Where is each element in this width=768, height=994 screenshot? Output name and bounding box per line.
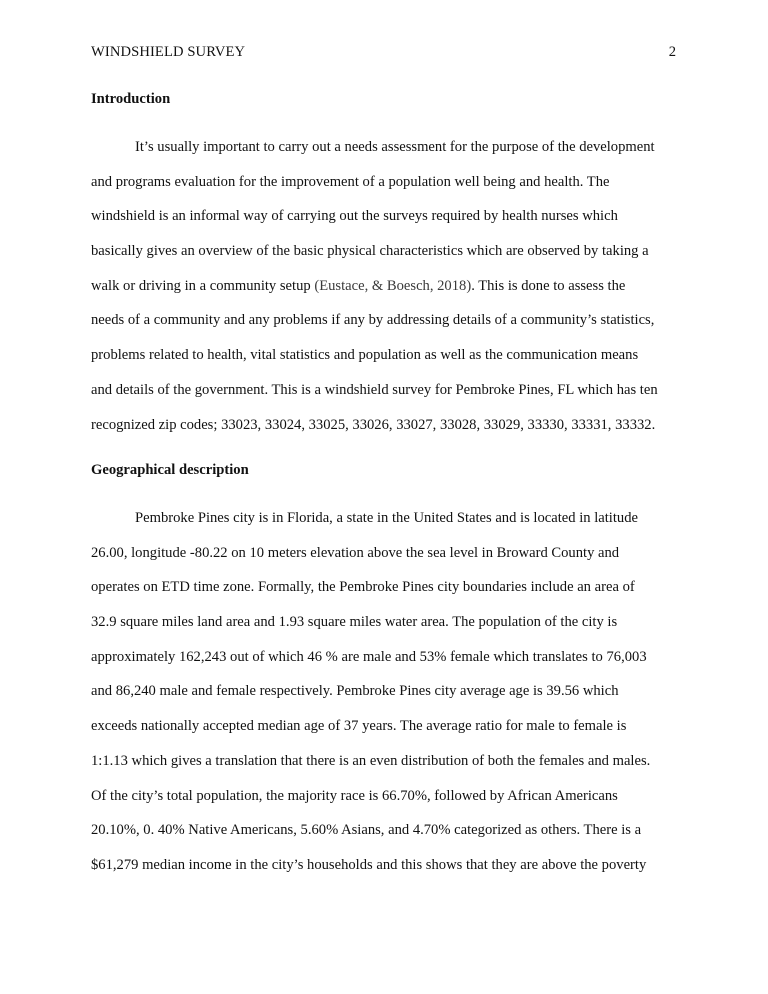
paragraph-introduction — [91, 130, 683, 442]
section-heading-introduction: Introduction — [91, 91, 171, 107]
citation: (Eustace, & Boesch, 2018) — [314, 277, 472, 294]
section-heading-geographical-description: Geographical description — [91, 462, 249, 478]
text-line: 32.9 square miles land area and 1.93 square miles water area. The population of the city is — [91, 614, 618, 631]
text-line: Pembroke Pines city is in Florida, a state in the United States and is located in latitude — [135, 510, 638, 526]
text-line: and details of the government. This is a windshield survey for Pembroke Pines, FL which has ten — [91, 381, 658, 398]
text-line: Of the city’s total population, the majority race is 66.70%, followed by African Americans — [91, 787, 618, 804]
text-line: and 86,240 male and female respectively. Pembroke Pines city average age is 39.56 which — [91, 683, 619, 700]
text-line: and programs evaluation for the improvement of a population well being and health. The — [91, 173, 610, 190]
text-line: needs of a community and any problems if any by addressing details of a community’s statistics, — [91, 312, 655, 329]
text-line: 1:1.13 which gives a translation that there is an even distribution of both the females and males. — [91, 752, 651, 769]
text-line: It’s usually important to carry out a needs assessment for the purpose of the development — [135, 139, 655, 155]
text-line: operates on ETD time zone. Formally, the Pembroke Pines city boundaries include an area of — [91, 579, 635, 596]
text-line — [91, 269, 683, 304]
text-line: windshield is an informal way of carrying out the surveys required by health nurses which — [91, 208, 618, 225]
paragraph-geographical-description — [91, 501, 683, 883]
text-line: problems related to health, vital statistics and population as well as the communication means — [91, 347, 639, 364]
text-line: 20.10%, 0. 40% Native Americans, 5.60% Asians, and 4.70% categorized as others. There is a — [91, 822, 642, 839]
text-line: recognized zip codes; 33023, 33024, 33025, 33026, 33027, 33028, 33029, 33330, 33331, 33332. — [91, 416, 656, 433]
text-line: approximately 162,243 out of which 46 % are male and 53% female which translates to 76,003 — [91, 648, 647, 665]
running-head: WINDSHIELD SURVEY — [91, 44, 246, 60]
text-line: basically gives an overview of the basic physical characteristics which are observed by taking a — [91, 243, 649, 260]
text-line: exceeds nationally accepted median age of 37 years. The average ratio for male to female is — [91, 718, 627, 735]
text-line: 26.00, longitude -80.22 on 10 meters elevation above the sea level in Broward County and — [91, 544, 620, 561]
text-line: $61,279 median income in the city’s households and this shows that they are above the poverty — [91, 856, 647, 873]
page-number: 2 — [668, 44, 676, 60]
text-segment: walk or driving in a community setup — [91, 277, 315, 294]
text-segment: . This is done to assess the — [471, 277, 626, 294]
